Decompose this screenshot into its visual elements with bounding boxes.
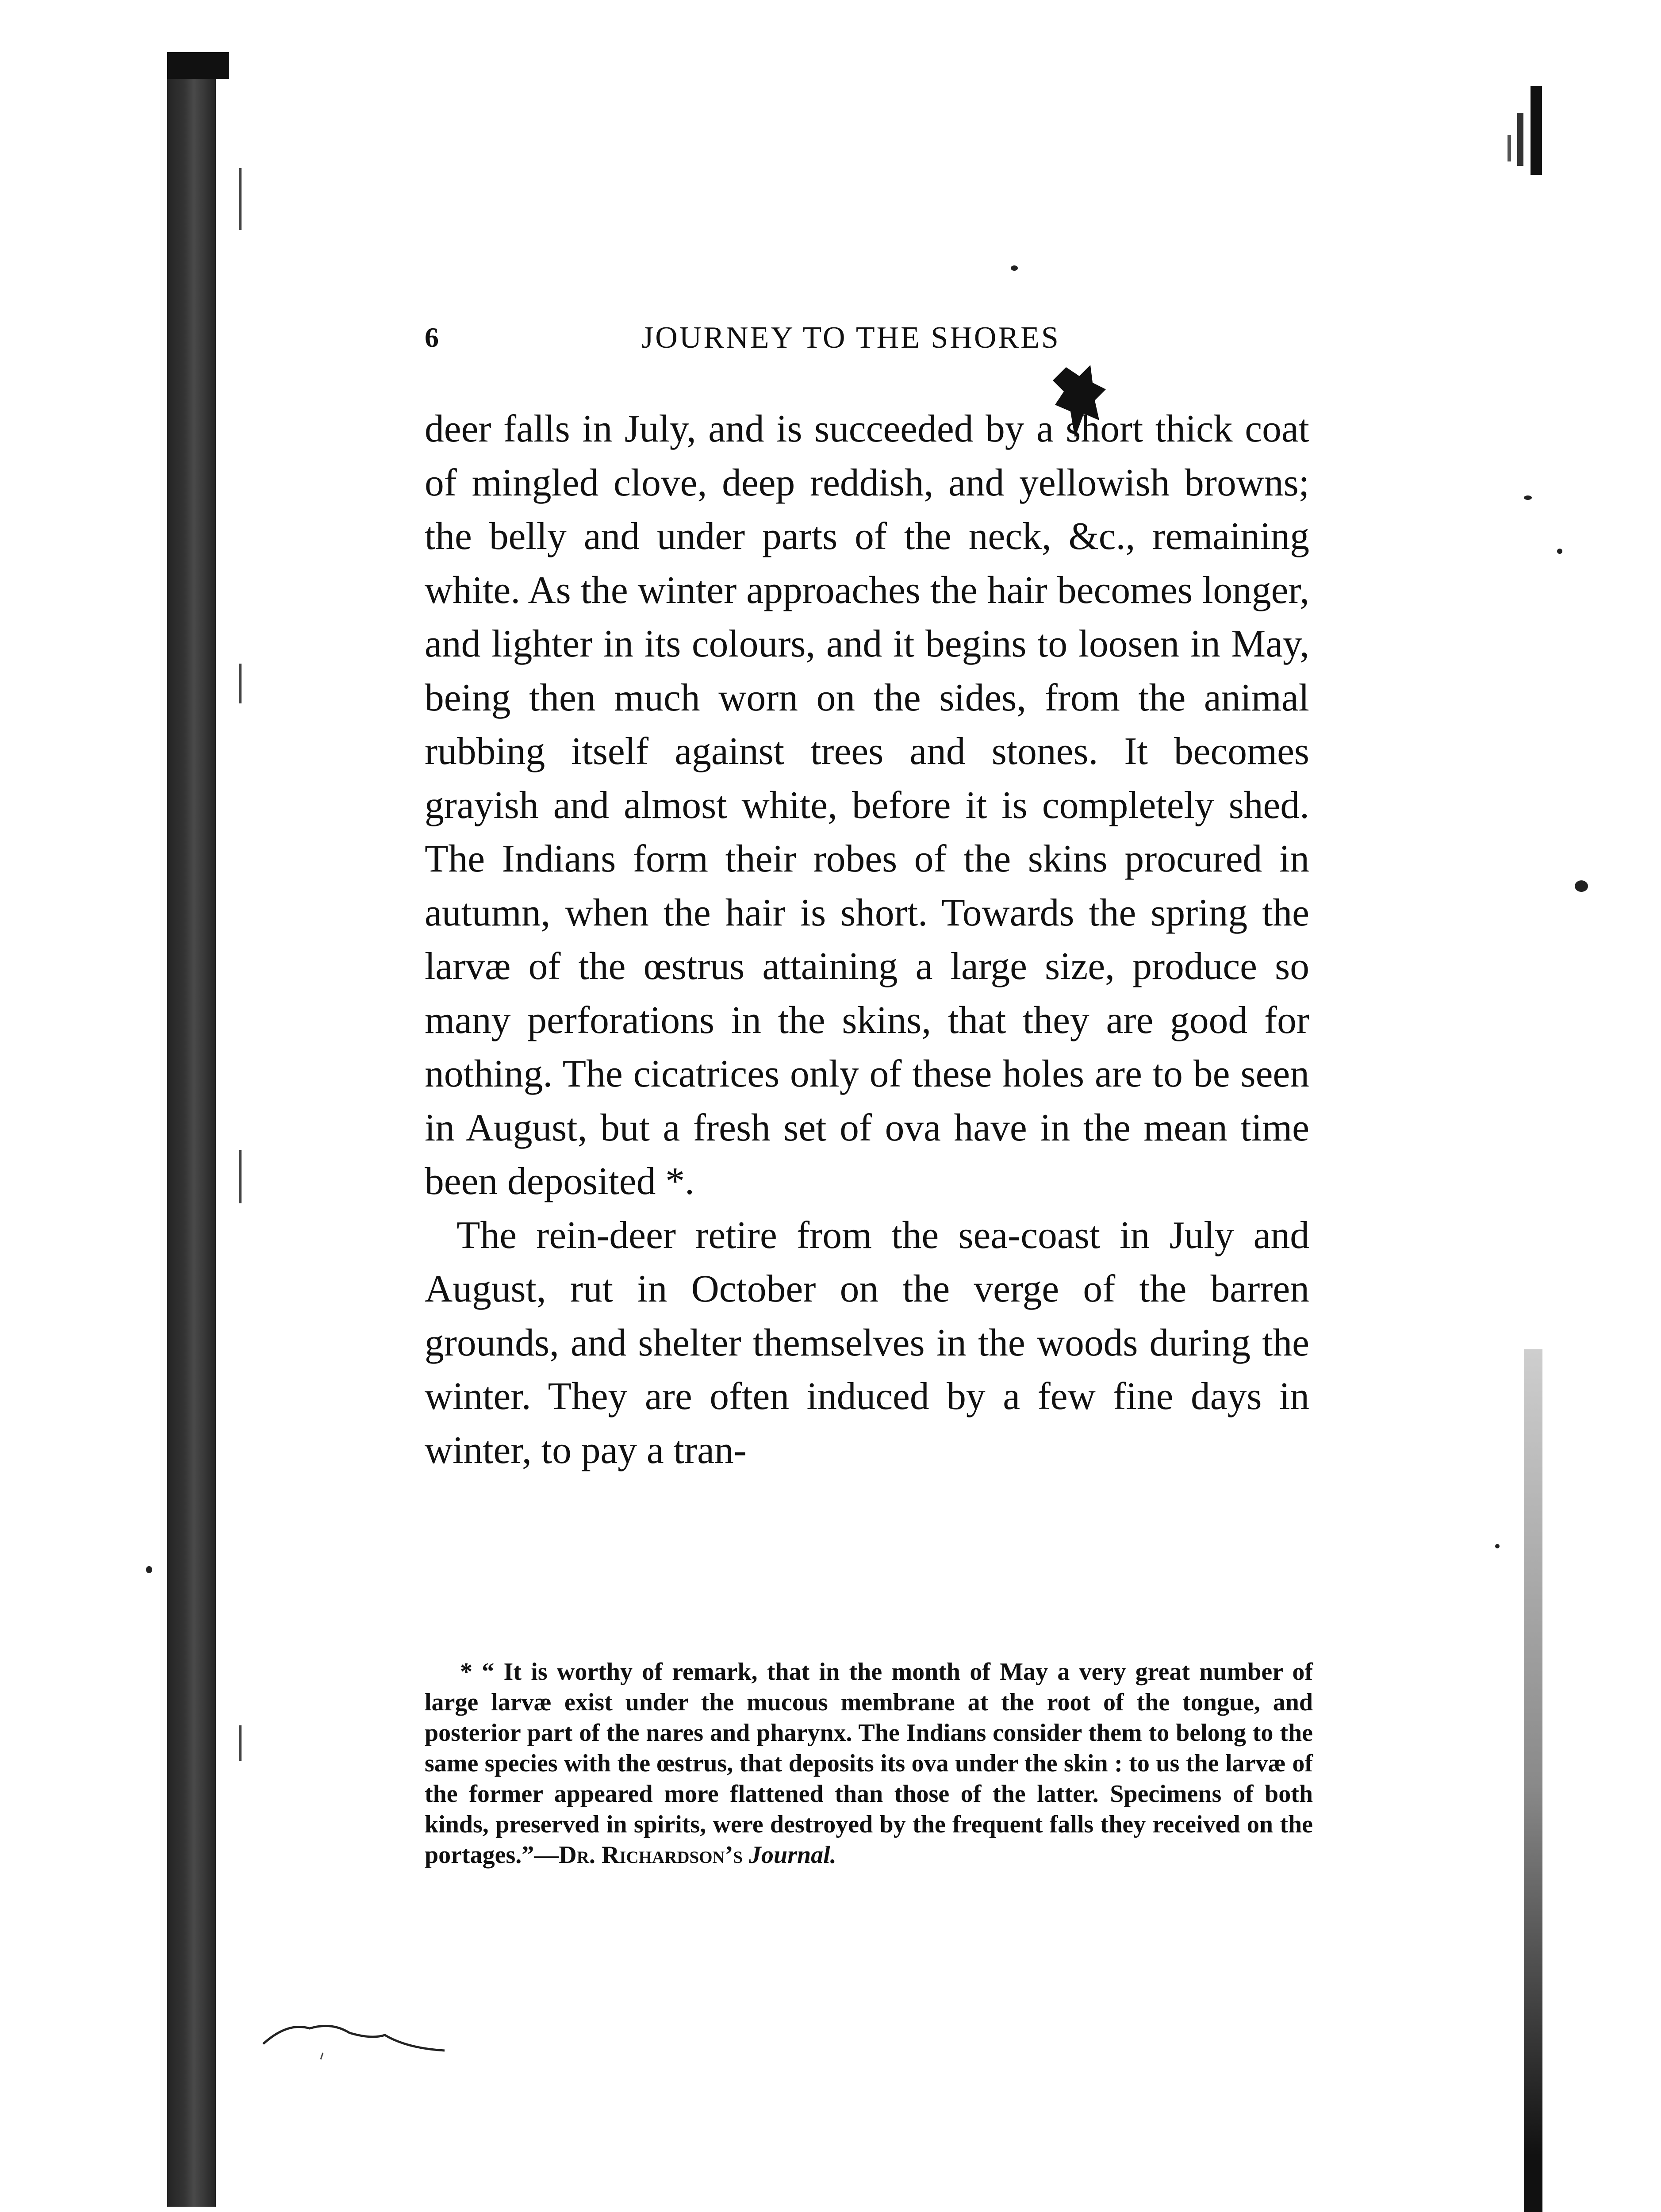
left-scan-edge	[167, 52, 216, 2207]
speck	[1495, 1544, 1500, 1548]
left-scan-edge-cap	[167, 52, 229, 79]
speck	[1557, 549, 1562, 554]
speck	[146, 1566, 152, 1573]
running-head	[425, 318, 1296, 366]
scan-mark	[239, 664, 242, 703]
running-title: JOURNEY TO THE SHORES	[641, 321, 1060, 355]
pencil-squiggle	[261, 2008, 447, 2062]
paragraph: deer falls in July, and is succeeded by a short thick coat of mingled clove, deep reddish, and yellowish browns; the belly and under parts of the neck, &c., remaining white. As the winter approaches the hair becomes longer, and lighter in its colours, and it begins to loosen in May, being then much worn on the sides, from the animal rubbing itself against trees and stones. It becomes grayish and almost white, before it is completely shed. The Indians form their robes of the skins procured in autumn, when the hair is short. Towards the spring the larvæ of the œstrus attaining a large size, produce so many perforations in the skins, that they are good for nothing. The cicatrices only of these holes are to be seen in August, but a fresh set of ova have in the mean time been deposited *.	[425, 407, 1309, 1202]
right-edge-mark	[1504, 86, 1553, 184]
right-scan-edge	[1524, 1349, 1542, 2212]
footnote-attribution: Dr. Richardson’s	[559, 1841, 743, 1869]
footnote-text: * “ It is worthy of remark, that in the month of May a very great number of large larvæ exist under the mucous membrane at the root of the tongue, and posterior part of the nares and pharynx. The Indians consider them to belong to the same species with the œstrus, that deposits its ova under the skin : to us the larvæ of the former appeared more flattened than those of the latter. Specimens of both kinds, preserved in spirits, were destroyed by the frequent falls they received on the portages.”—	[425, 1658, 1313, 1869]
scan-mark	[239, 1150, 242, 1203]
footnote-source: Journal.	[749, 1841, 836, 1869]
speck	[1011, 265, 1018, 271]
speck	[1575, 880, 1588, 892]
scan-mark	[239, 168, 242, 230]
paragraph: The rein-deer retire from the sea-coast in July and August, rut in October on the verge of the barren grounds, and shelter themselves in the woods during the winter. They are often induced by a few fine days in winter, to pay a tran-	[425, 1213, 1309, 1471]
footnote	[425, 1657, 1313, 1870]
page-number: 6	[425, 322, 439, 353]
speck	[1524, 495, 1532, 500]
scan-mark	[239, 1725, 242, 1761]
body-text	[425, 402, 1309, 1477]
